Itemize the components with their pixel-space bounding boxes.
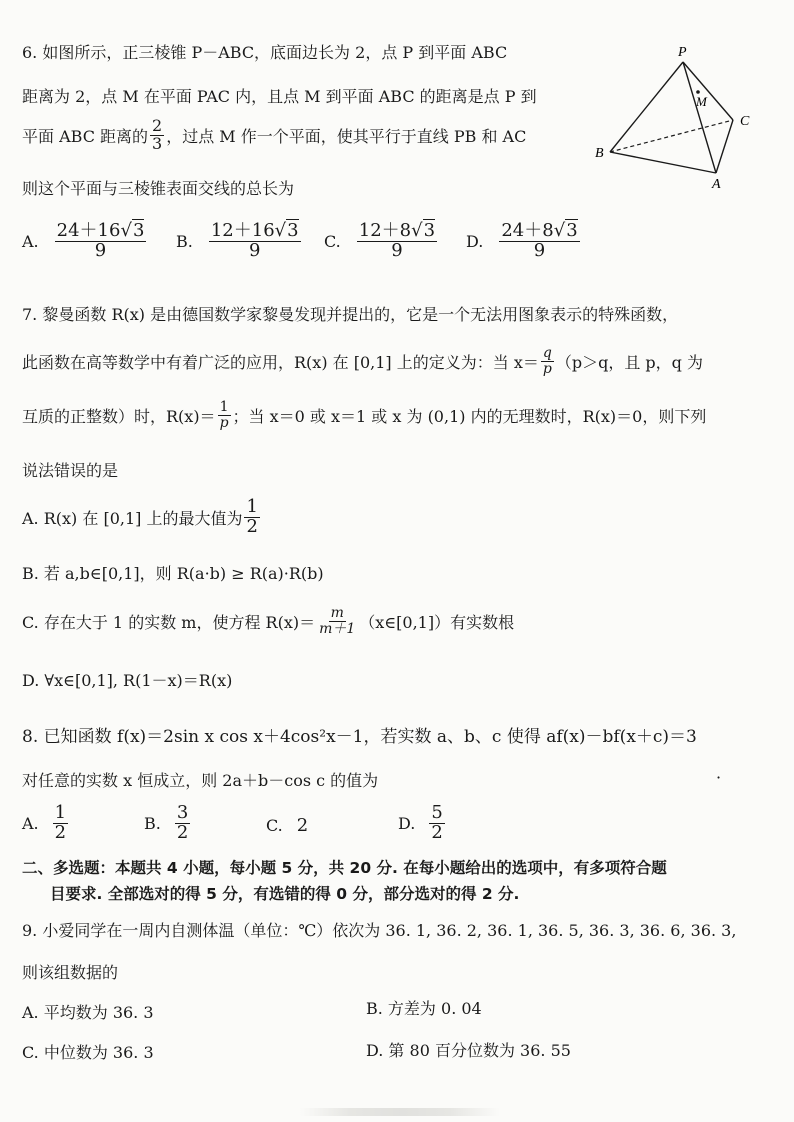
option-letter: B.: [176, 231, 193, 251]
q7-option-c-post: （x∈[0,1]）有实数根: [359, 612, 515, 632]
fraction-denominator: 9: [94, 239, 107, 261]
fraction-numerator: 1: [54, 802, 67, 823]
q9-option-a: A. 平均数为 36. 3: [22, 1003, 154, 1022]
num-root: 3: [287, 220, 299, 241]
q8-option-d: [398, 804, 447, 843]
section2-line2: 目要求. 全部选对的得 5 分，有选错的得 0 分，部分选对的得 2 分.: [50, 885, 520, 903]
q7-line2: [22, 346, 703, 376]
num-int: 24＋16: [56, 220, 121, 241]
pyramid-figure: [588, 40, 768, 190]
q7-option-c: [22, 606, 514, 636]
q7-option-a-fraction: [244, 498, 259, 537]
q9-option-b: B. 方差为 0. 04: [366, 999, 482, 1018]
q6-option-c: [324, 222, 439, 261]
q7-line3: [22, 400, 706, 430]
section2-line1: 二、多选题：本题共 4 小题，每小题 5 分，共 20 分. 在每小题给出的选项中，有多项符合题: [22, 859, 667, 877]
q6-line3-fraction: [150, 118, 164, 153]
edge-bc-hidden: [610, 120, 733, 152]
q7-option-b: B. 若 a,b∈[0,1]，则 R(a·b) ≥ R(a)·R(b): [22, 564, 324, 583]
q6-line3-pre: 平面 ABC 距离的: [22, 126, 149, 146]
q8-option-b: [144, 804, 192, 843]
fraction-denominator: 9: [391, 239, 403, 261]
fraction-denominator: 2: [431, 821, 443, 843]
q6-line1: 6. 如图所示，正三棱锥 P－ABC，底面边长为 2，点 P 到平面 ABC: [22, 43, 508, 62]
fraction-denominator: p: [219, 414, 229, 431]
edge-pa: [683, 62, 716, 173]
option-fraction: $\frac{12+16√3}{9}$: [210, 220, 299, 261]
q6-line3: [22, 118, 526, 153]
q7-line3-pre: 互质的正整数）时，R(x)＝: [22, 406, 216, 426]
option-fraction: $\frac{24+16√3}{9}$: [56, 220, 145, 261]
fraction-numerator: 5: [431, 802, 443, 823]
q9-option-d: D. 第 80 百分位数为 36. 55: [366, 1041, 571, 1060]
num-int: 12＋16: [210, 220, 275, 241]
label-a: A: [712, 177, 721, 190]
option-fraction: $\frac{24+8√3}{9}$: [501, 220, 578, 261]
fraction-denominator: 9: [533, 239, 546, 261]
q6-option-b: [176, 222, 303, 261]
q6-line2: 距离为 2，点 M 在平面 PAC 内，且点 M 到平面 ABC 的距离是点 P 到: [22, 87, 537, 106]
fraction-denominator: 2: [54, 821, 67, 843]
fraction-numerator: m: [330, 605, 344, 621]
q9-option-c: C. 中位数为 36. 3: [22, 1043, 154, 1062]
option-letter: D.: [398, 813, 416, 833]
option-fraction: [53, 804, 68, 843]
option-fraction: $\frac{12+8√3}{9}$: [358, 220, 436, 261]
option-letter: C.: [266, 816, 283, 835]
edge-pb: [610, 62, 683, 152]
fraction-numerator: q: [542, 345, 552, 361]
num-root: 3: [566, 220, 578, 241]
edge-ba: [610, 152, 716, 173]
q8-option-a: [22, 804, 70, 843]
q7-option-c-fraction: [317, 606, 357, 636]
q6-option-a: [22, 222, 148, 261]
fraction-denominator: m＋1: [319, 620, 356, 637]
q7-option-d: D. ∀x∈[0,1], R(1－x)＝R(x): [22, 671, 233, 690]
option-letter: A.: [22, 231, 39, 251]
q9-line1: 9. 小爱同学在一周内自测体温（单位：℃）依次为 36. 1, 36. 2, 36. 1, 36. 5, 36. 3, 36. 6, 36. 3,: [22, 921, 737, 940]
footer-smudge: [300, 1108, 500, 1116]
option-letter: C.: [324, 231, 341, 251]
label-p: P: [678, 45, 687, 60]
q7-line2-post: （p＞q，且 p，q 为: [555, 352, 703, 372]
q8-line1: 8. 已知函数 f(x)＝2sin x cos x＋4cos²x－1，若实数 a、b、c 使得 af(x)－bf(x＋c)＝3: [22, 727, 697, 747]
q7-option-c-pre: C. 存在大于 1 的实数 m，使方程 R(x)＝: [22, 612, 316, 632]
option-fraction: [175, 804, 190, 843]
option-fraction: [429, 804, 444, 843]
option-value: 2: [296, 815, 309, 836]
q7-line3-post: ；当 x＝0 或 x＝1 或 x 为 (0,1) 内的无理数时，R(x)＝0，则下列: [232, 406, 707, 426]
q7-line1: 7. 黎曼函数 R(x) 是由德国数学家黎曼发现并提出的，它是一个无法用图象表示的特殊函数，: [22, 305, 679, 324]
edge-ac: [716, 120, 733, 173]
option-letter: D.: [466, 231, 484, 251]
q7-line3-fraction: [218, 400, 231, 430]
q6-line3-post: ，过点 M 作一个平面，使其平行于直线 PB 和 AC: [166, 126, 527, 146]
q6-line4: 则这个平面与三棱锥表面交线的总长为: [22, 179, 295, 198]
fraction-numerator: 1: [219, 399, 229, 415]
num-int: 24＋8: [501, 220, 554, 241]
fraction-denominator: 2: [246, 515, 258, 537]
edge-pc: [683, 62, 733, 120]
q7-line2-fraction: [541, 346, 554, 376]
q7-option-a-text: A. R(x) 在 [0,1] 上的最大值为: [22, 508, 243, 528]
speck-mark: ·: [716, 768, 722, 787]
q8-line2: 对任意的实数 x 恒成立，则 2a＋b－cos c 的值为: [22, 771, 379, 790]
fraction-denominator: 2: [176, 821, 189, 843]
q7-line4: 说法错误的是: [22, 461, 119, 480]
q7-line2-pre: 此函数在高等数学中有着广泛的应用，R(x) 在 [0,1] 上的定义为：当 x＝: [22, 352, 539, 372]
fraction-numerator: 1: [246, 496, 258, 517]
label-m: M: [696, 94, 707, 109]
q9-line2: 则该组数据的: [22, 963, 119, 982]
label-c: C: [740, 114, 750, 129]
fraction-numerator: 3: [176, 802, 189, 823]
fraction-denominator: 3: [152, 133, 163, 153]
num-root: 3: [423, 220, 436, 241]
fraction-denominator: 9: [248, 239, 261, 261]
fraction-numerator: 2: [152, 116, 163, 135]
label-b: B: [595, 146, 604, 161]
num-root: 3: [132, 220, 145, 241]
q8-option-c: [266, 815, 308, 836]
num-int: 12＋8: [358, 220, 412, 241]
option-letter: B.: [144, 813, 161, 833]
q7-option-a: [22, 498, 262, 537]
fraction-denominator: p: [542, 360, 552, 377]
option-letter: A.: [22, 813, 39, 833]
q6-option-d: [466, 222, 582, 261]
